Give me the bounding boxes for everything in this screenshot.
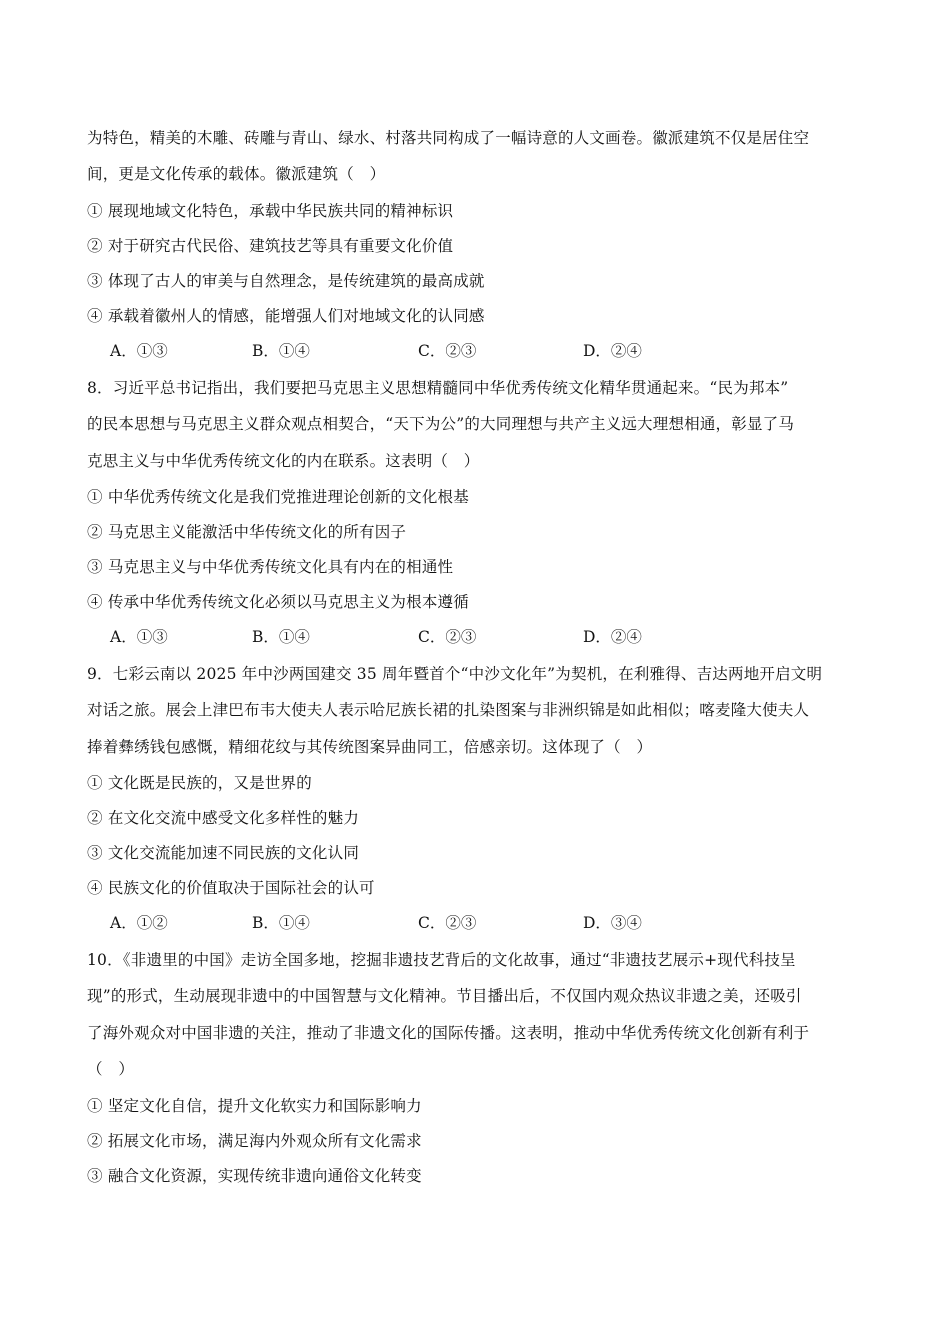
q9-option-a[interactable]: A．①② (110, 914, 168, 932)
q9-item-3: ③ 文化交流能加速不同民族的文化认同 (87, 844, 360, 862)
q9-stem-line: 捧着彝绣钱包感慨，精细花纹与其传统图案异曲同工，倍感亲切。这体现了（ ） (87, 738, 653, 756)
q9-item-4: ④ 民族文化的价值取决于国际社会的认可 (87, 879, 375, 897)
q8-option-d[interactable]: D．②④ (583, 628, 642, 646)
q10-stem-line: 现”的形式，生动展现非遗中的中国智慧与文化精神。节目播出后，不仅国内观众热议非遗之美，还吸引 (87, 987, 802, 1005)
q8-option-a[interactable]: A．①③ (110, 628, 168, 646)
q10-item-2: ② 拓展文化市场，满足海内外观众所有文化需求 (87, 1132, 422, 1150)
q10-stem-line: 了海外观众对中国非遗的关注，推动了非遗文化的国际传播。这表明，推动中华优秀传统文化创新有利于 (87, 1024, 810, 1042)
q9-stem-line: 对话之旅。展会上津巴布韦大使夫人表示哈尼族长裙的扎染图案与非洲织锦是如此相似；喀麦隆大使夫人 (87, 701, 810, 719)
q8-option-c[interactable]: C．②③ (418, 628, 477, 646)
q9-option-c[interactable]: C．②③ (418, 914, 477, 932)
q7-option-c[interactable]: C．②③ (418, 342, 477, 360)
q10-item-1: ① 坚定文化自信，提升文化软实力和国际影响力 (87, 1097, 422, 1115)
q7-item-3: ③ 体现了古人的审美与自然理念，是传统建筑的最高成就 (87, 272, 485, 290)
q7-stem-line: 为特色，精美的木雕、砖雕与青山、绿水、村落共同构成了一幅诗意的人文画卷。徽派建筑不仅是居住空 (87, 129, 810, 147)
q9-option-d[interactable]: D．③④ (583, 914, 642, 932)
q10-stem-line: 10．《非遗里的中国》走访全国多地，挖掘非遗技艺背后的文化故事，通过“非遗技艺展示+现代科技呈 (87, 951, 796, 969)
q9-item-1: ① 文化既是民族的，又是世界的 (87, 774, 312, 792)
q7-stem-line: 间，更是文化传承的载体。徽派建筑（ ） (87, 165, 386, 183)
q8-item-1: ① 中华优秀传统文化是我们党推进理论创新的文化根基 (87, 488, 469, 506)
q7-option-a[interactable]: A．①③ (110, 342, 168, 360)
q10-stem-line: （ ） (87, 1060, 135, 1078)
q7-option-d[interactable]: D．②④ (583, 342, 642, 360)
q7-item-2: ② 对于研究古代民俗、建筑技艺等具有重要文化价值 (87, 237, 454, 255)
q9-option-b[interactable]: B．①④ (252, 914, 310, 932)
q10-item-3: ③ 融合文化资源，实现传统非遗向通俗文化转变 (87, 1167, 422, 1185)
q7-option-b[interactable]: B．①④ (252, 342, 310, 360)
q7-item-4: ④ 承载着徽州人的情感，能增强人们对地域文化的认同感 (87, 307, 485, 325)
q8-stem-line: 的民本思想与马克思主义群众观点相契合，“天下为公”的大同理想与共产主义远大理想相通，彰显了马 (87, 415, 795, 433)
q8-item-2: ② 马克思主义能激活中华传统文化的所有因子 (87, 523, 407, 541)
q8-stem-line: 8．习近平总书记指出，我们要把马克思主义思想精髓同中华优秀传统文化精华贯通起来。“民为邦本” (87, 379, 789, 397)
q9-stem-line: 9．七彩云南以 2025 年中沙两国建交 35 周年暨首个“中沙文化年”为契机，在利雅得、吉达两地开启文明 (87, 665, 823, 683)
q7-item-1: ① 展现地域文化特色，承载中华民族共同的精神标识 (87, 202, 454, 220)
q8-item-4: ④ 传承中华优秀传统文化必须以马克思主义为根本遵循 (87, 593, 469, 611)
q8-option-b[interactable]: B．①④ (252, 628, 310, 646)
q8-item-3: ③ 马克思主义与中华优秀传统文化具有内在的相通性 (87, 558, 454, 576)
q8-stem-line: 克思主义与中华优秀传统文化的内在联系。这表明（ ） (87, 452, 480, 470)
q9-item-2: ② 在文化交流中感受文化多样性的魅力 (87, 809, 360, 827)
